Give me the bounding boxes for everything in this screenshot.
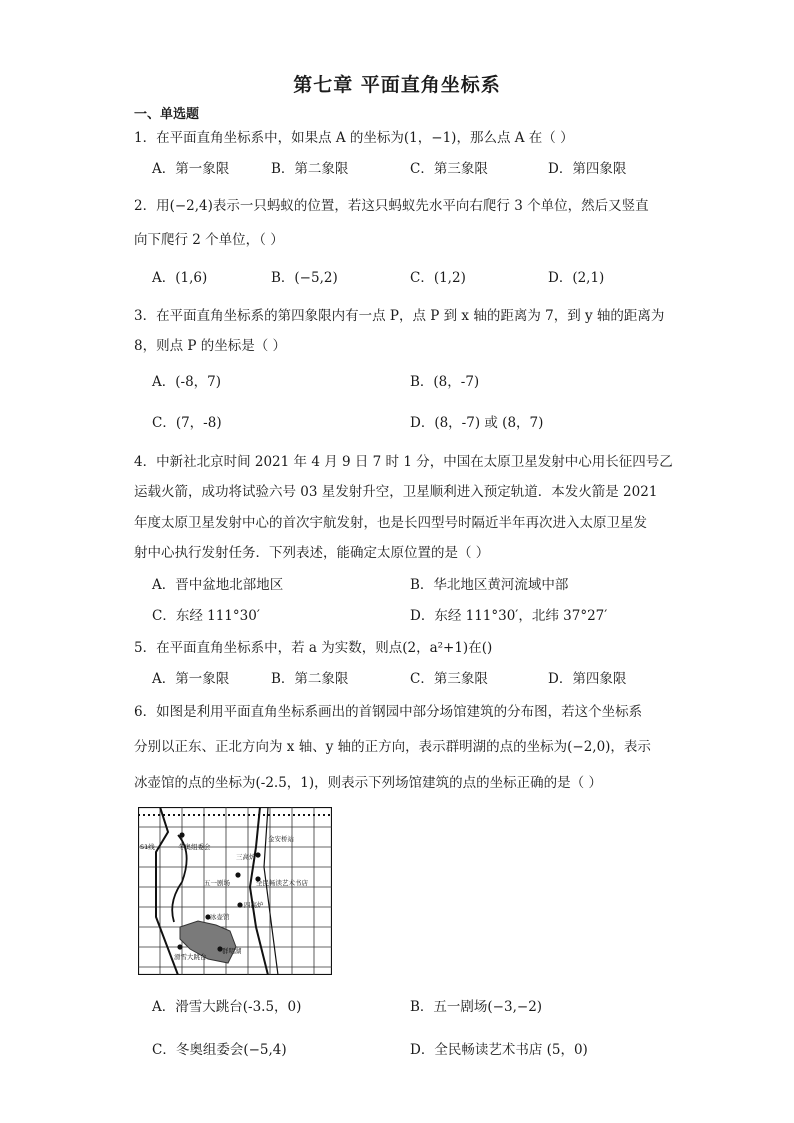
question-4-line-1: 4．中新社北京时间 2021 年 4 月 9 日 7 时 1 分，中国在太原卫星发射中心用长征四号乙	[134, 454, 673, 470]
label-big-air: 滑雪大跳台	[174, 953, 207, 961]
q4-option-c[interactable]: C．东经 111°30′	[152, 608, 260, 624]
q4-option-a[interactable]: A．晋中盆地北部地区	[152, 577, 284, 593]
q6-option-b[interactable]: B．五一剧场(−3,−2)	[410, 999, 543, 1015]
question-4-line-3: 年度太原卫星发射中心的首次宇航发射，也是长四型号时隔近半年再次进入太原卫星发	[134, 515, 647, 531]
marker-winter-olympics-committee	[179, 832, 184, 837]
q3-option-b[interactable]: B．(8，-7)	[410, 374, 480, 390]
q1-option-b[interactable]: B．第二象限	[271, 161, 349, 177]
marker-wuyi-theater	[235, 872, 240, 877]
shougang-park-map	[138, 807, 332, 975]
marker-big-air	[177, 944, 182, 949]
map-figure-svg	[138, 807, 332, 975]
q3-option-d[interactable]: D．(8，-7) 或 (8，7)	[410, 415, 544, 431]
marker-fourth-blast-furnace	[237, 902, 242, 907]
q3-option-a[interactable]: A．(-8，7)	[152, 374, 222, 390]
marker-third-blast-furnace	[255, 852, 260, 857]
question-2-line-2: 向下爬行 2 个单位，（ ）	[134, 232, 284, 248]
q1-option-c[interactable]: C．第三象限	[410, 161, 488, 177]
q2-option-b[interactable]: B．(−5,2)	[271, 270, 338, 286]
page-title: 第七章 平面直角坐标系	[293, 74, 501, 96]
label-winter-olympics-committee: 冬奥组委会	[178, 843, 211, 851]
question-6-line-3: 冰壶馆的点的坐标为(-2.5，1)，则表示下列场馆建筑的点的坐标正确的是（ ）	[134, 775, 602, 791]
label-qunming-lake: 群明湖	[222, 947, 242, 955]
q4-option-b[interactable]: B．华北地区黄河流域中部	[410, 577, 569, 593]
q6-option-c[interactable]: C．冬奥组委会(−5,4)	[152, 1042, 287, 1058]
q5-option-d[interactable]: D．第四象限	[548, 671, 627, 687]
question-2-line-1: 2．用(−2,4)表示一只蚂蚁的位置，若这只蚂蚁先水平向右爬行 3 个单位，然后又竖直	[134, 198, 649, 214]
q5-option-a[interactable]: A．第一象限	[152, 671, 230, 687]
question-1-line-1: 1．在平面直角坐标系中，如果点 A 的坐标为(1，−1)，那么点 A 在（ ）	[134, 130, 574, 146]
q2-option-d[interactable]: D．(2,1)	[548, 270, 605, 286]
q2-option-a[interactable]: A．(1,6)	[152, 270, 208, 286]
question-3-line-2: 8，则点 P 的坐标是（ ）	[134, 338, 287, 354]
question-3-line-1: 3．在平面直角坐标系的第四象限内有一点 P，点 P 到 x 轴的距离为 7，到 y 轴的距离为	[134, 308, 665, 324]
section-heading: 一、单选题	[134, 107, 200, 122]
question-6-line-2: 分别以正东、正北方向为 x 轴、y 轴的正方向，表示群明湖的点的坐标为(−2,0)，表示	[134, 739, 651, 755]
label-curling-hall: 冰壶馆	[210, 913, 230, 921]
question-5-line-1: 5．在平面直角坐标系中，若 a 为实数，则点(2，a²+1)在()	[134, 640, 493, 656]
label-wuyi-theater: 五一剧场	[204, 879, 230, 887]
label-jinanqiao-station: 金安桥站	[268, 835, 294, 843]
q6-option-a[interactable]: A．滑雪大跳台(-3.5，0)	[152, 999, 302, 1015]
q1-option-a[interactable]: A．第一象限	[152, 161, 230, 177]
question-6-line-1: 6．如图是利用平面直角坐标系画出的首钢园中部分场馆建筑的分布图，若这个坐标系	[134, 704, 643, 720]
label-art-bookstore: 全民畅读艺术书店	[256, 879, 308, 887]
label-s1-line: S1线	[140, 843, 155, 851]
label-fourth-blast-furnace: 四高炉	[244, 901, 264, 909]
question-4-line-4: 射中心执行发射任务．下列表述，能确定太原位置的是（ ）	[134, 545, 490, 561]
q4-option-d[interactable]: D．东经 111°30′，北纬 37°27′	[410, 608, 608, 624]
q1-option-d[interactable]: D．第四象限	[548, 161, 627, 177]
label-third-blast-furnace: 三高炉	[236, 853, 256, 861]
q5-option-b[interactable]: B．第二象限	[271, 671, 349, 687]
q2-option-c[interactable]: C．(1,2)	[410, 270, 466, 286]
q3-option-c[interactable]: C．(7，-8)	[152, 415, 222, 431]
q5-option-c[interactable]: C．第三象限	[410, 671, 488, 687]
q6-option-d[interactable]: D．全民畅读艺术书店 (5，0)	[410, 1042, 588, 1058]
question-4-line-2: 运载火箭，成功将试验六号 03 星发射升空，卫星顺利进入预定轨道．本发火箭是 2021	[134, 484, 658, 500]
